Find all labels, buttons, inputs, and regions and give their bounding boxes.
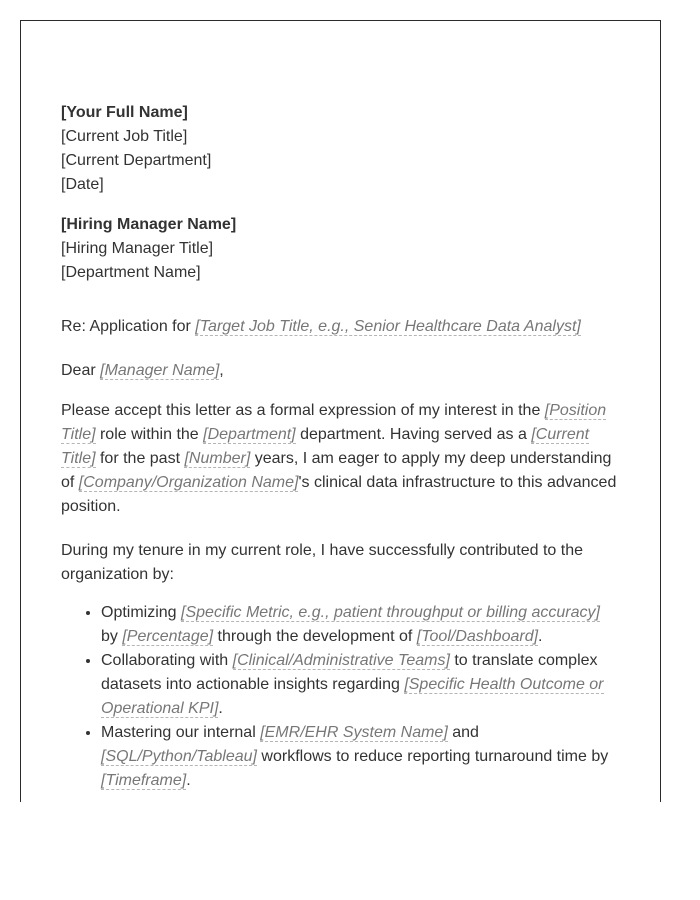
salutation-placeholder: [Manager Name]: [100, 362, 220, 379]
salutation-suffix: ,: [219, 362, 224, 379]
bullet3-text-4: .: [186, 772, 191, 789]
department-placeholder: [Department]: [203, 426, 296, 443]
bullet2-text-1: Collaborating with: [101, 652, 233, 669]
para1-text-5: years, I am eager to apply my deep understanding of: [61, 450, 612, 491]
salutation-prefix: Dear: [61, 362, 101, 379]
subject-line: [61, 315, 621, 339]
recipient-name: [Hiring Manager Name]: [61, 216, 237, 233]
list-item: [101, 649, 621, 721]
para1-text-2: role within the: [95, 426, 204, 443]
para1-text-6: 's clinical data infrastructure to this advanced position.: [61, 474, 617, 515]
number-placeholder: [Number]: [184, 450, 251, 467]
sender-department: [Current Department]: [61, 152, 212, 169]
tools-placeholder: [SQL/Python/Tableau]: [101, 748, 257, 765]
para1-text-1: Please accept this letter as a formal expression of my interest in the: [61, 402, 545, 419]
percentage-placeholder: [Percentage]: [122, 628, 214, 645]
sender-block: [61, 101, 621, 197]
subject-placeholder: [Target Job Title, e.g., Senior Healthcare Data Analyst]: [195, 318, 581, 335]
para1-text-4: for the past: [95, 450, 185, 467]
list-item: [101, 721, 621, 793]
timeframe-placeholder: [Timeframe]: [101, 772, 187, 789]
bullet3-text-3: workflows to reduce reporting turnaround time by: [256, 748, 609, 765]
bullet1-text-1: Optimizing: [101, 604, 182, 621]
body-paragraph-1: [61, 399, 621, 519]
tool-placeholder: [Tool/Dashboard]: [416, 628, 539, 645]
emr-placeholder: [EMR/EHR System Name]: [260, 724, 448, 741]
achievements-list: [61, 601, 621, 793]
recipient-department: [Department Name]: [61, 264, 201, 281]
bullet3-text-2: and: [447, 724, 479, 741]
bullet1-text-3: through the development of: [213, 628, 417, 645]
list-item: [101, 601, 621, 649]
bullet2-text-2: to translate complex datasets into actionable insights regarding: [101, 652, 598, 693]
bullet1-text-2: by: [101, 628, 123, 645]
sender-name: [Your Full Name]: [61, 104, 188, 121]
bullet3-text-1: Mastering our internal: [101, 724, 261, 741]
current-title-placeholder: [Current Title]: [61, 426, 590, 467]
bullet2-text-3: .: [218, 700, 223, 717]
metric-placeholder: [Specific Metric, e.g., patient throughput or billing accuracy]: [181, 604, 600, 621]
bullet1-text-4: .: [538, 628, 543, 645]
subject-prefix: Re: Application for: [61, 318, 196, 335]
recipient-title: [Hiring Manager Title]: [61, 240, 214, 257]
letter-page: [20, 20, 661, 802]
salutation: [61, 359, 621, 383]
sender-job-title: [Current Job Title]: [61, 128, 188, 145]
outcome-placeholder: [Specific Health Outcome or Operational KPI]: [101, 676, 604, 717]
company-placeholder: [Company/Organization Name]: [78, 474, 299, 491]
teams-placeholder: [Clinical/Administrative Teams]: [232, 652, 450, 669]
letter-content: [61, 101, 621, 793]
position-title-placeholder: [Position Title]: [61, 402, 607, 443]
recipient-block: [61, 213, 621, 285]
letter-date: [Date]: [61, 176, 104, 193]
body-paragraph-2: During my tenure in my current role, I have successfully contributed to the organization by:: [61, 542, 584, 583]
para1-text-3: department. Having served as a: [295, 426, 532, 443]
